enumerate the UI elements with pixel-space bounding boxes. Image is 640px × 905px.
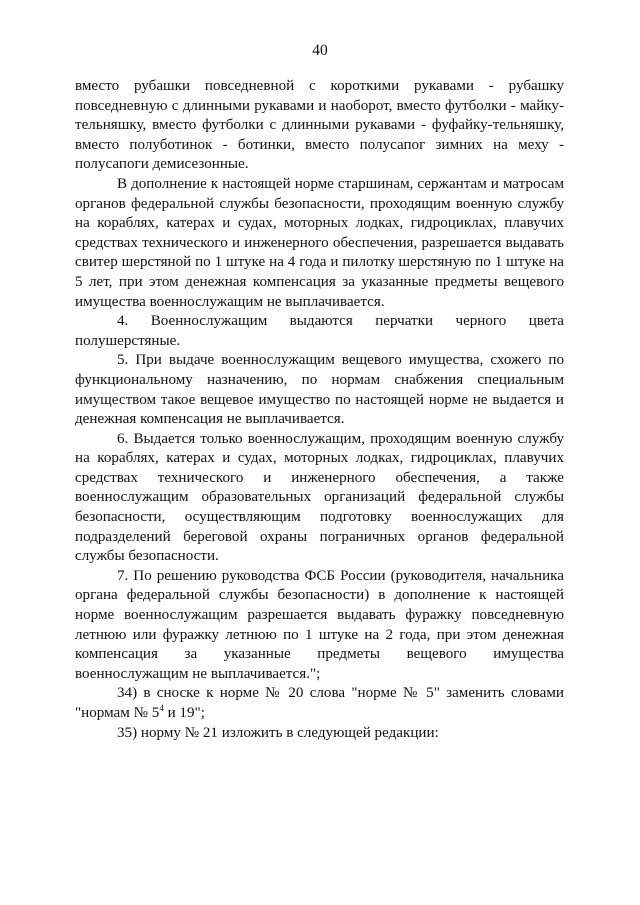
paragraph-note-4: 4. Военнослужащим выдаются перчатки черного цвета полушерстяные. bbox=[75, 313, 564, 349]
item-34-text-after: и 19"; bbox=[163, 705, 205, 721]
paragraph-item-35: 35) норму № 21 изложить в следующей редакции: bbox=[117, 724, 439, 741]
paragraph-note-7: 7. По решению руководства ФСБ России (руководителя, начальника органа федеральной службы безопасности) в дополнение к настоящей норме военнослужащим разрешается выдавать фуражку повседневную летнюю или фуражку летнюю по 1 штуке на 2 года, при этом денежная компенсация за указанные предметы вещевого имущества военнослужащим не выплачивается."; bbox=[75, 567, 564, 682]
paragraph-clothing-substitutions: вместо рубашки повседневной с короткими рукавами - рубашку повседневную с длинными рукавами и наоборот, вместо футболки - майку-тельняшку, вместо футболки с длинными рукавами - фуфайку-тельняшку, вместо полуботинок - ботинки, вместо полусапог зимних на меху - полусапоги демисезонные. bbox=[75, 78, 564, 173]
document-body bbox=[75, 77, 564, 743]
paragraph-note-5: 5. При выдаче военнослужащим вещевого имущества, схожего по функциональному назначению, по нормам снабжения специальным имуществом такое вещевое имущество по настоящей норме не выдается и денежная компенсация не выплачивается. bbox=[75, 352, 564, 428]
footnote-superscript: 4 bbox=[159, 703, 164, 713]
item-34-text-before: 34) в сноске к норме № 20 слова "норме № 5" заменить словами "нормам № 5 bbox=[75, 685, 564, 721]
paragraph-additional-issue: В дополнение к настоящей норме старшинам, сержантам и матросам органов федеральной службы безопасности, проходящим военную службу на кораблях, катерах и судах, моторных лодках, гидроциклах, плавучих средствах технического и инженерного обеспечения, разрешается выдавать свитер шерстяной по 1 штуке на 4 года и пилотку шерстяную по 1 штуке на 5 лет, при этом денежная компенсация за указанные предметы вещевого имущества военнослужащим не выплачивается. bbox=[75, 175, 564, 310]
paragraph-item-34 bbox=[75, 684, 564, 723]
paragraph-note-6: 6. Выдается только военнослужащим, проходящим военную службу на кораблях, катерах и судах, моторных лодках, гидроциклах, плавучих средствах технического и инженерного обеспечения, а также военнослужащим образовательных организаций федеральной службы безопасности, осуществляющим подготовку военнослужащих для подразделений береговой охраны пограничных органов федеральной службы безопасности. bbox=[75, 430, 564, 565]
page-number: 40 bbox=[312, 42, 328, 59]
